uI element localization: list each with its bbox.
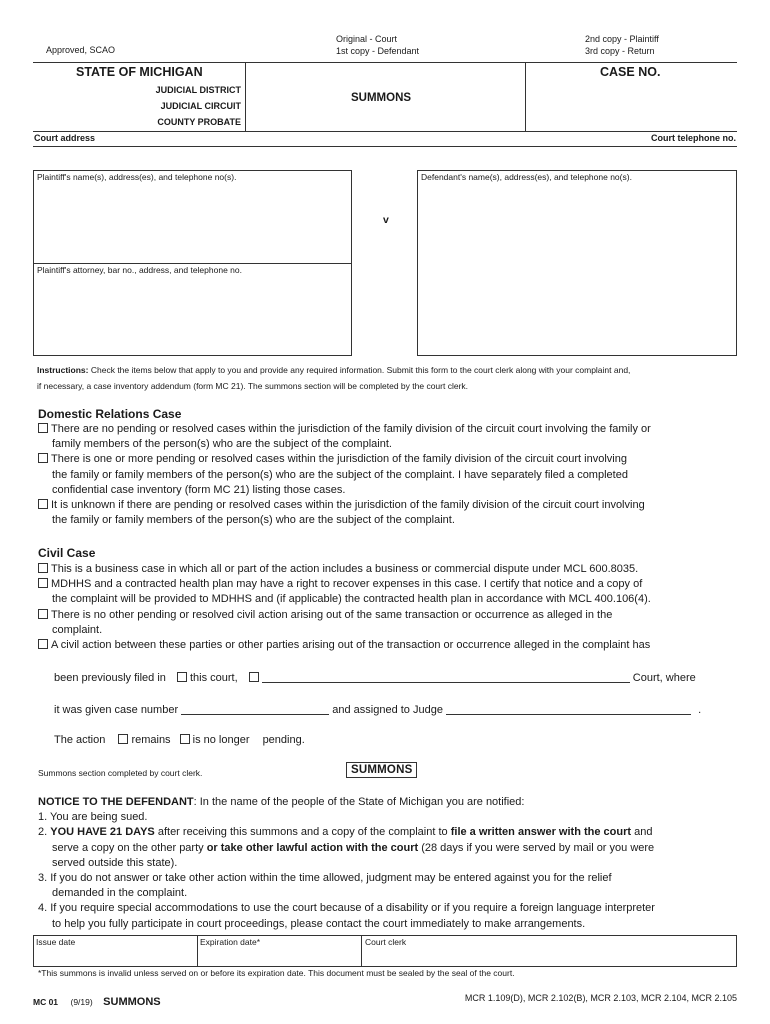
court-where-label: Court, where [632,672,696,684]
notice-lead: NOTICE TO THE DEFENDANT [38,796,194,808]
notice-text: : In the name of the people of the State of Michigan you are notified: [193,796,525,808]
expiration-date-label: Expiration date* [200,937,261,947]
civil-item-1-line-1: This is a business case in which all or part of the action includes a business or commercial dispute under MCL 600.8035. [51,563,639,575]
attorney-label: Plaintiff's attorney, bar no., address, and telephone no. [37,265,242,275]
domestic-item-2 [38,452,743,498]
domestic-checkbox-3[interactable] [38,499,48,509]
remains-checkbox[interactable] [118,734,128,744]
domestic-item-3-line-1: It is unknown if there are pending or resolved cases within the jurisdiction of the family division of the circuit court involving [51,499,645,512]
notice-item-3-line-2: demanded in the complaint. [52,887,188,900]
action-status-row [54,734,305,746]
header-bottom-rule [33,131,737,132]
court-phone-label: Court telephone no. [651,133,736,143]
expiration-date-field[interactable] [198,948,360,966]
remains-label: remains [131,734,171,746]
domestic-item-2-line-2: the family or family members of the person(s) who are the subject of the complaint. I have separately filed a completed [52,468,628,481]
footer-rev: (9/19) [70,997,93,1007]
notice-item-2-num: 2. [38,826,51,839]
notice-28-days: (28 days if you were served by mail or you were [418,841,655,854]
judge-field[interactable] [446,703,691,715]
versus-label: v [383,214,389,226]
instructions-line-1 [37,362,742,378]
summons-box-title: SUMMONS [346,762,417,778]
notice-item-4-line-2: to help you fully participate in court proceedings, please contact the court immediately to make arrangements. [52,917,586,930]
domestic-item-3 [38,498,743,528]
jurisdiction-list [156,82,241,130]
civil-checkbox-1[interactable] [38,563,48,573]
copy-distribution-left [336,33,419,57]
notice-serve-copy: serve a copy on the other party [52,841,207,854]
footer-left [33,992,161,1010]
approved-label: Approved, SCAO [46,45,116,55]
notice-file-answer: file a written answer with the court [450,826,632,839]
notice-item-1: 1. You are being sued. [38,811,148,824]
notice-item-3: 3. If you do not answer or take other action within the time allowed, judgment may be entered against you for the relief [38,872,612,885]
civil-item-1 [38,562,743,577]
footer-title: SUMMONS [103,996,161,1008]
defendant-label: Defendant's name(s), address(es), and telephone no(s). [421,172,632,182]
instructions-text: Check the items below that apply to you and provide any required information. Submit this form to the court clerk along with your complaint and, [90,365,631,375]
domestic-items [38,422,743,528]
plaintiff-label: Plaintiff's name(s), address(es), and telephone no(s). [37,172,237,182]
instructions-line-2: if necessary, a case inventory addendum (form MC 21). The summons section will be completed by the court clerk. [37,381,469,391]
pending-label: pending. [262,734,305,746]
domestic-checkbox-2[interactable] [38,453,48,463]
footer-form-no: MC 01 [33,997,59,1007]
notice-item-2-text: after receiving this summons and a copy of the complaint to [154,826,451,839]
this-court-label: this court, [189,672,238,684]
civil-item-3 [38,608,743,638]
civil-item-3-line-2: complaint. [52,623,103,636]
domestic-checkbox-1[interactable] [38,423,48,433]
notice-item-4: 4. If you require special accommodations to use the court because of a disability or if you require a foreign language interpreter [38,902,655,915]
civil-item-4-line-1: A civil action between these parties or other parties arising out of the transaction or occurrence alleged in the complaint has [51,639,651,652]
state-title: STATE OF MICHIGAN [76,65,203,79]
notice-other-action: or take other lawful action with the court [206,841,419,854]
given-case-label: it was given case number [54,704,179,716]
issue-date-field[interactable] [34,948,196,966]
instructions-lead: Instructions: [37,365,89,375]
civil-item-2 [38,577,743,607]
domestic-heading: Domestic Relations Case [38,407,182,421]
no-longer-checkbox[interactable] [180,734,190,744]
defendant-box[interactable] [417,170,737,356]
court-clerk-label: Court clerk [365,937,407,947]
notice-item-2-and: and [631,826,653,839]
copy-first: 1st copy - Defendant [336,46,420,56]
filed-in-label: been previously filed in [54,672,166,684]
notice-21-days: YOU HAVE 21 DAYS [50,826,155,839]
form-title: SUMMONS [351,92,412,104]
this-court-checkbox[interactable] [177,672,187,682]
footer-rules: MCR 1.109(D), MCR 2.102(B), MCR 2.103, MCR 2.104, MCR 2.105 [464,993,737,1003]
domestic-item-1-line-1: There are no pending or resolved cases within the jurisdiction of the family division of the circuit court involving the family or [51,423,651,435]
the-action-label: The action [54,734,106,746]
notice-item-2 [38,825,743,840]
judicial-district: JUDICIAL DISTRICT [155,85,241,95]
notice-section [38,795,743,932]
domestic-item-1-line-2: family members of the person(s) who are the subject of the complaint. [52,438,392,451]
domestic-item-2-line-3: confidential case inventory (form MC 21) listing those cases. [52,483,346,496]
county-probate: COUNTY PROBATE [157,117,241,127]
civil-item-4 [38,638,743,653]
civil-heading: Civil Case [38,546,96,560]
copy-second: 2nd copy - Plaintiff [585,34,659,44]
summons-completed-label: Summons section completed by court clerk. [38,768,203,778]
case-number-field[interactable] [181,703,329,715]
issue-date-label: Issue date [36,937,76,947]
copy-original: Original - Court [336,34,398,44]
domestic-item-1 [38,422,743,452]
other-court-checkbox[interactable] [249,672,259,682]
civil-item-2-line-1: MDHHS and a contracted health plan may have a right to recover expenses in this case. I certify that notice and a copy of [51,578,643,591]
header-divider-1 [245,62,246,131]
court-clerk-field[interactable] [362,948,736,966]
other-court-field[interactable] [262,671,630,683]
court-address-rule [33,146,737,147]
copy-distribution-right [585,33,659,57]
assigned-judge-label: and assigned to Judge [332,704,443,716]
plaintiff-attorney-divider [33,263,352,264]
case-number-row [54,703,738,716]
civil-items [38,562,743,653]
civil-checkbox-4[interactable] [38,639,48,649]
civil-checkbox-3[interactable] [38,609,48,619]
copy-third: 3rd copy - Return [585,46,655,56]
period: . [698,704,702,716]
civil-item-3-line-1: There is no other pending or resolved civil action arising out of the same transaction or occurrence as alleged in the [51,608,613,621]
judicial-circuit: JUDICIAL CIRCUIT [160,101,241,111]
no-longer-label: is no longer [192,734,250,746]
instructions [37,362,742,394]
footnote: *This summons is invalid unless served on or before its expiration date. This document must be sealed by the seal of the court. [38,968,515,978]
domestic-item-3-line-2: the family or family members of the person(s) who are the subject of the complaint. [52,514,455,527]
court-address-label: Court address [34,133,96,143]
civil-item-2-line-2: the complaint will be provided to MDHHS and (if applicable) the contracted health plan in accordance with MCL 400.106(4). [52,593,651,606]
notice-item-2-line-2 [38,841,743,856]
previously-filed-row [54,671,738,684]
civil-checkbox-2[interactable] [38,578,48,588]
domestic-item-2-line-1: There is one or more pending or resolved cases within the jurisdiction of the family division of the circuit court involving [51,453,627,466]
notice-heading-line [38,795,743,810]
case-no-label: CASE NO. [600,65,661,79]
notice-item-2-line-3: served outside this state). [52,856,178,869]
header-divider-2 [525,62,526,131]
header-top-rule [33,62,737,63]
